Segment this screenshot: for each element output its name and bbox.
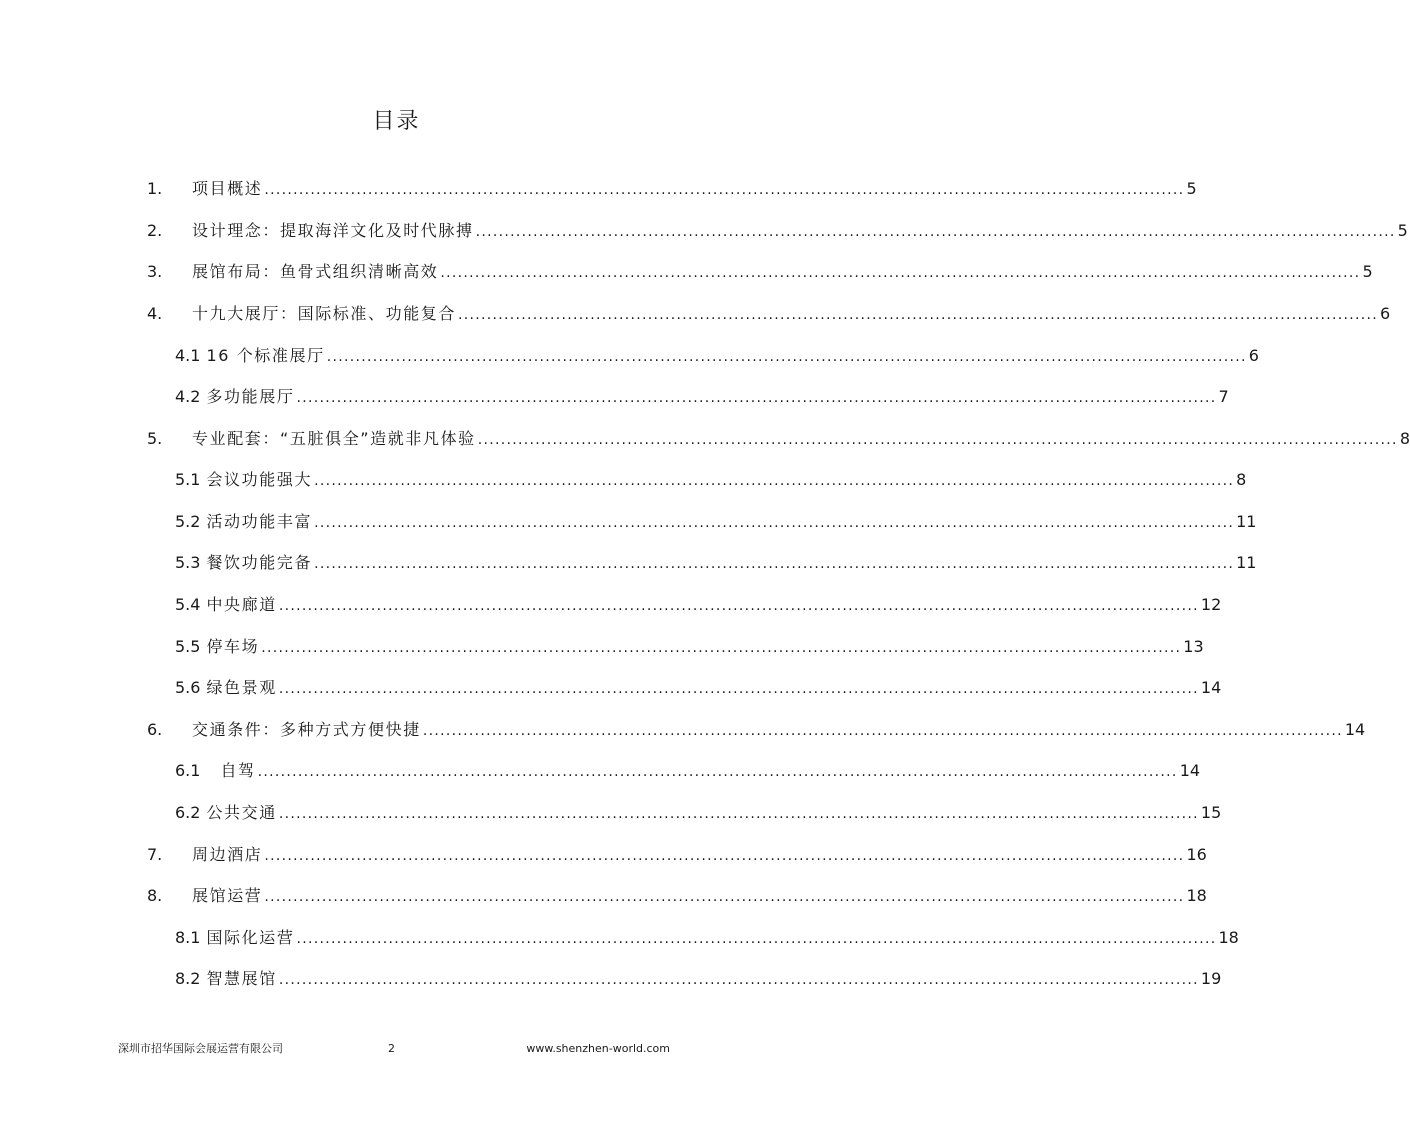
toc-page-number: 18 [1186,886,1207,905]
toc-entry[interactable] [175,509,1257,535]
page-title: 目录 [372,109,421,134]
toc-leader: ................................................................................................................................................................ [278,681,1199,697]
toc-entry[interactable] [147,301,1391,327]
toc-page-number: 7 [1218,387,1229,406]
toc-page-number: 12 [1200,595,1222,614]
toc-number: 6. [147,720,163,739]
toc-entry[interactable] [175,467,1247,493]
toc-number: 5.2 [175,512,201,531]
toc-number: 5. [147,429,163,448]
toc-title: 项目概述 [192,179,263,198]
toc-title: 展馆运营 [192,886,263,905]
toc-number: 7. [147,845,163,864]
toc-entry[interactable] [175,925,1239,951]
toc-entry[interactable] [175,634,1204,660]
toc-number: 5.3 [175,553,201,572]
toc-page-number: 15 [1200,803,1222,822]
toc-entry[interactable] [175,343,1259,369]
footer-page-number: 2 [388,1042,395,1055]
toc-leader: ................................................................................................................................................................ [314,515,1235,531]
toc-entry[interactable] [175,800,1222,826]
toc-title: 会议功能强大 [206,470,313,489]
toc-leader: ................................................................................................................................................................ [458,307,1379,323]
toc-leader: ................................................................................................................................................................ [314,556,1235,572]
page-footer [118,1040,670,1058]
footer-company: 深圳市招华国际会展运营有限公司 [118,1042,283,1055]
toc-title: 自驾 [220,761,256,780]
toc-entry[interactable] [147,426,1410,452]
toc-entry[interactable] [175,675,1222,701]
toc-title: 绿色景观 [206,678,277,697]
toc-number: 5.1 [175,470,201,489]
toc-entry[interactable] [147,218,1408,244]
toc-page-number: 6 [1248,346,1259,365]
toc-page-number: 11 [1236,512,1257,531]
footer-website-link[interactable]: www.shenzhen-world.com [526,1042,670,1055]
toc-number: 6.2 [175,803,201,822]
toc-title: 活动功能丰富 [206,512,313,531]
toc-page-number: 6 [1380,304,1391,323]
toc-page-number: 5 [1362,262,1373,281]
toc-page-number: 18 [1218,928,1239,947]
toc-entry[interactable] [175,758,1201,784]
toc-leader: ................................................................................................................................................................ [278,598,1199,614]
toc-entry[interactable] [175,592,1222,618]
toc-title: 国际化运营 [206,928,295,947]
toc-page-number: 19 [1200,969,1222,988]
toc-title: 十九大展厅：国际标准、功能复合 [192,304,457,323]
toc-leader: ................................................................................................................................................................ [278,972,1199,988]
toc-leader: ................................................................................................................................................................ [264,182,1185,198]
toc-page-number: 5 [1186,179,1197,198]
toc-page-number: 14 [1344,720,1366,739]
toc-leader: ................................................................................................................................................................ [475,224,1396,240]
toc-number: 2. [147,221,163,240]
toc-number: 4.2 [175,387,201,406]
toc-leader: ................................................................................................................................................................ [314,473,1235,489]
toc-number: 5.5 [175,637,201,656]
toc-number: 5.4 [175,595,201,614]
toc-entry[interactable] [175,384,1229,410]
toc-leader: ................................................................................................................................................................ [257,764,1178,780]
toc-number: 1. [147,179,163,198]
toc-entry[interactable] [147,176,1197,202]
toc-leader: ................................................................................................................................................................ [440,265,1361,281]
toc-page-number: 8 [1399,429,1410,448]
toc-number: 8. [147,886,163,905]
toc-leader: ................................................................................................................................................................ [264,848,1185,864]
toc-leader: ................................................................................................................................................................ [296,390,1217,406]
toc-title: 智慧展馆 [206,969,277,988]
toc-title: 展馆布局：鱼骨式组织清晰高效 [192,262,439,281]
toc-title: 专业配套：“五脏俱全”造就非凡体验 [192,429,476,448]
toc-page-number: 5 [1397,221,1408,240]
toc-entry[interactable] [147,842,1207,868]
toc-title: 中央廊道 [206,595,277,614]
toc-number: 5.6 [175,678,201,697]
toc-page-number: 11 [1236,553,1257,572]
toc-entry[interactable] [175,550,1257,576]
toc-leader: ................................................................................................................................................................ [278,806,1199,822]
toc-leader: ................................................................................................................................................................ [326,349,1247,365]
toc-page-number: 14 [1200,678,1222,697]
toc-number: 8.2 [175,969,201,988]
toc-number: 8.1 [175,928,201,947]
toc-title: 16 个标准展厅 [206,346,325,365]
toc-entry[interactable] [175,966,1222,992]
toc-page-number: 13 [1183,637,1204,656]
toc-page-number: 14 [1179,761,1201,780]
toc-leader: ................................................................................................................................................................ [296,931,1217,947]
toc-entry[interactable] [147,883,1207,909]
toc-number: 6.1 [175,761,201,780]
toc-number: 3. [147,262,163,281]
toc-page-number: 8 [1236,470,1247,489]
toc-number: 4.1 [175,346,201,365]
toc-title: 周边酒店 [192,845,263,864]
toc-title: 餐饮功能完备 [206,553,313,572]
toc-title: 交通条件：多种方式方便快捷 [192,720,421,739]
toc-title: 停车场 [206,637,260,656]
toc-page-number: 16 [1186,845,1207,864]
toc-entry[interactable] [147,717,1366,743]
toc-leader: ................................................................................................................................................................ [261,640,1182,656]
toc-leader: ................................................................................................................................................................ [264,889,1185,905]
toc-title: 设计理念：提取海洋文化及时代脉搏 [192,221,474,240]
toc-entry[interactable] [147,259,1373,285]
toc-leader: ................................................................................................................................................................ [422,723,1343,739]
toc-leader: ................................................................................................................................................................ [477,432,1398,448]
toc-title: 多功能展厅 [206,387,295,406]
toc-title: 公共交通 [206,803,277,822]
toc-number: 4. [147,304,163,323]
